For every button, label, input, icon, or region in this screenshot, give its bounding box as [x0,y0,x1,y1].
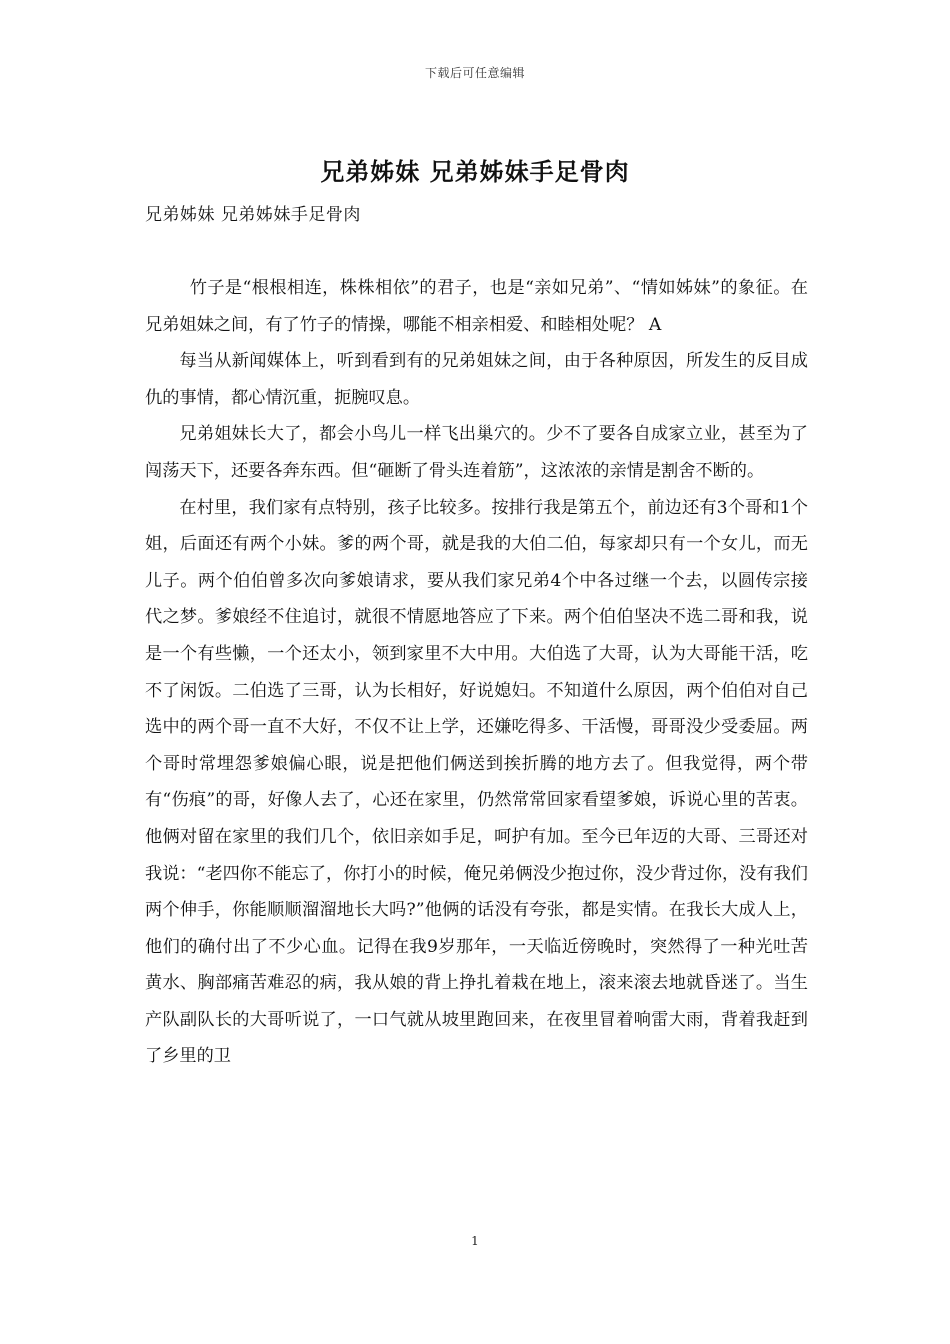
paragraph-bamboo: 竹子是“根根相连，株株相依”的君子，也是“亲如兄弟”、“情如姊妹”的象征。在兄弟姐妹之间，有了竹子的情操，哪能不相亲相爱、和睦相处呢？ A [145,278,808,335]
paragraph-village-family: 在村里，我们家有点特别，孩子比较多。按排行我是第五个，前边还有3个哥和1个姐，后面还有两个小妹。爹的两个哥，就是我的大伯二伯，每家却只有一个女儿，而无儿子。两个伯伯曾多次向爹娘请求，要从我们家兄弟4个中各过继一个去，以圆传宗接代之梦。爹娘经不住追讨，就很不情愿地答应了下来。两个伯伯坚决不选二哥和我，说是一个有些懒，一个还太小，领到家里不大中用。大伯选了大哥，认为大哥能干活，吃不了闲饭。二伯选了三哥，认为长相好，好说媳妇。不知道什么原因，两个伯伯对自己选中的两个哥一直不大好，不仅不让上学，还嫌吃得多、干活慢，哥哥没少受委屈。两个哥时常埋怨爹娘偏心眼，说是把他们俩送到挨折腾的地方去了。但我觉得，两个带有“伤痕”的哥，好像人去了，心还在家里，仍然常常回家看望爹娘，诉说心里的苦衷。他俩对留在家里的我们几个，依旧亲如手足，呵护有加。至今已年迈的大哥、三哥还对我说：“老四你不能忘了，你打小的时候，俺兄弟俩没少抱过你，没少背过你，没有我们两个伸手，你能顺顺溜溜地长大吗?”他俩的话没有夸张，都是实情。在我长大成人上，他们的确付出了不少心血。记得在我9岁那年，一天临近傍晚时，突然得了一种光吐苦黄水、胸部痛苦难忍的病，我从娘的背上挣扎着栽在地上，滚来滚去地就昏迷了。当生产队副队长的大哥听说了，一口气就从坡里跑回来，在夜里冒着响雷大雨，背着我赶到了乡里的卫 [145,497,808,1067]
paragraph-news: 每当从新闻媒体上，听到看到有的兄弟姐妹之间，由于各种原因，所发生的反目成仇的事情，都心情沉重，扼腕叹息。 [145,351,808,408]
page-number: 1 [471,1234,479,1248]
document-title: 兄弟姊妹 兄弟姊妹手足骨肉 [320,157,630,186]
document-subtitle: 兄弟姊妹 兄弟姊妹手足骨肉 [145,205,361,225]
document-body [145,270,808,1075]
header-note: 下载后可任意编辑 [424,66,525,80]
paragraph-growing-up: 兄弟姐妹长大了，都会小鸟儿一样飞出巢穴的。少不了要各自成家立业，甚至为了闯荡天下，还要各奔东西。但“砸断了骨头连着筋”，这浓浓的亲情是割舍不断的。 [145,424,808,481]
